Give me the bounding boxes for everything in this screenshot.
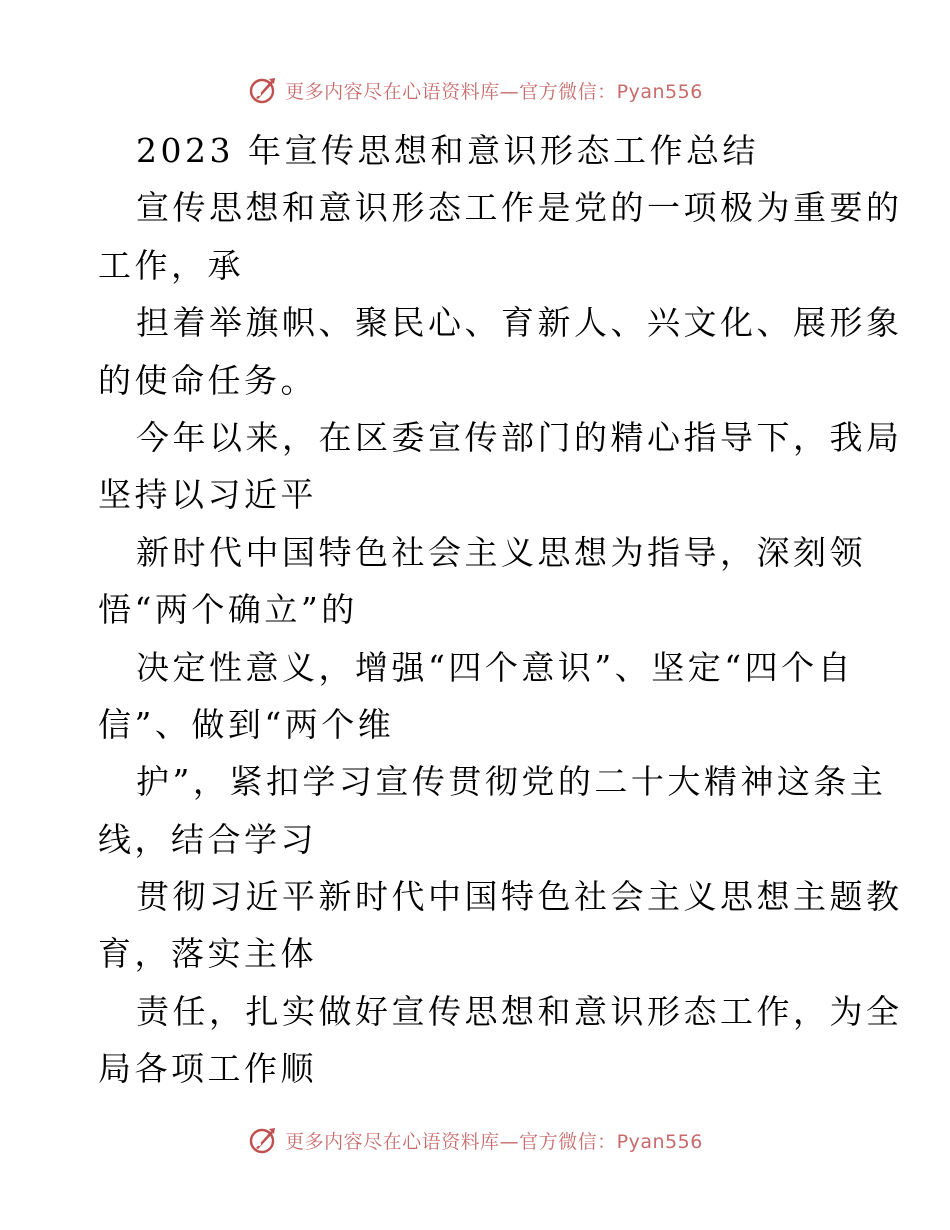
header-watermark (0, 70, 950, 110)
paragraph-line: 线，结合学习 (98, 819, 317, 859)
paragraph-line: 局各项工作顺 (98, 1049, 317, 1089)
paragraph-line: 坚持以习近平 (98, 475, 317, 515)
paragraph-line: 悟“两个确立”的 (98, 590, 358, 630)
paragraph-line: 责任，扎实做好宣传思想和意识形态工作，为全 (136, 991, 903, 1031)
header-watermark-text: 更多内容尽在心语资料库—官方微信：Pyan556 (285, 80, 703, 103)
paragraph-line: 决定性意义，增强“四个意识”、坚定“四个自 (136, 647, 855, 687)
paragraph-line: 信”、做到“两个维 (98, 704, 395, 744)
paragraph-line: 育，落实主体 (98, 934, 317, 974)
quill-circle-icon (247, 1124, 279, 1156)
paragraph-line: 的使命任务。 (98, 360, 317, 400)
paragraph-line: 贯彻习近平新时代中国特色社会主义思想主题教 (136, 877, 903, 917)
paragraph-line: 工作，承 (98, 245, 244, 285)
header-watermark-inner (247, 74, 703, 106)
footer-watermark (0, 1120, 950, 1160)
paragraph-line: 新时代中国特色社会主义思想为指导，深刻领 (136, 532, 866, 572)
paragraph-line: 担着举旗帜、聚民心、育新人、兴文化、展形象 (136, 303, 903, 343)
footer-watermark-inner (247, 1124, 703, 1156)
document-title: 2023 年宣传思想和意识形态工作总结 (136, 131, 759, 170)
paragraph-line: 宣传思想和意识形态工作是党的一项极为重要的 (136, 188, 903, 228)
paragraph-line: 护”，紧扣学习宣传贯彻党的二十大精神这条主 (136, 762, 887, 802)
footer-watermark-text: 更多内容尽在心语资料库—官方微信：Pyan556 (285, 1130, 703, 1153)
quill-circle-icon (247, 74, 279, 106)
document-body (98, 122, 903, 1098)
paragraph-line: 今年以来，在区委宣传部门的精心指导下，我局 (136, 417, 903, 457)
